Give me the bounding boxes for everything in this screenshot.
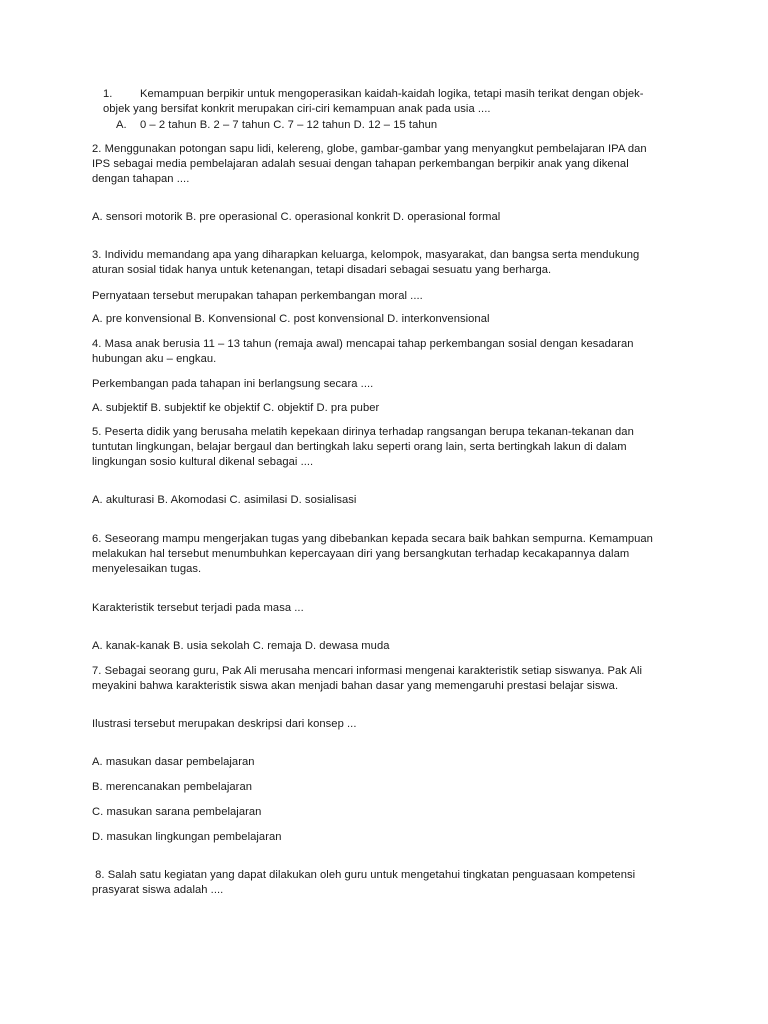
question-text: dengan tahapan ....: [92, 173, 190, 185]
question-text: 5. Peserta didik yang berusaha melatih kepekaan dirinya terhadap rangsangan berupa tekanan-tekanan dan: [92, 426, 634, 438]
question-text: 8. Salah satu kegiatan yang dapat dilakukan oleh guru untuk mengetahui tingkatan penguasaan kompetensi: [92, 869, 636, 881]
question-text: meyakini bahwa karakteristik siswa akan menjadi bahan dasar yang memengaruhi prestasi belajar siswa.: [92, 680, 619, 692]
question-text: prasyarat siswa adalah ....: [92, 884, 224, 896]
question-text: menyelesaikan tugas.: [92, 563, 202, 575]
answer-options: A. sensori motorik B. pre operasional C. operasional konkrit D. operasional formal: [92, 211, 501, 223]
answer-options: A. subjektif B. subjektif ke objektif C. objektif D. pra puber: [92, 402, 380, 414]
question-text: melakukan hal tersebut menumbuhkan kepercayaan diri yang bersangkutan terhadap kecakapannya dalam: [92, 548, 630, 560]
question-text: 3. Individu memandang apa yang diharapkan keluarga, kelompok, masyarakat, dan bangsa serta mendukung: [92, 249, 640, 261]
question-text: 6. Seseorang mampu mengerjakan tugas yang dibebankan kepada secara baik bahkan sempurna. Kemampuan: [92, 533, 653, 545]
question-number: 1.: [103, 88, 113, 100]
question-text: 2. Menggunakan potongan sapu lidi, kelereng, globe, gambar-gambar yang menyangkut pembelajaran IPA dan: [92, 143, 647, 155]
question-text: aturan sosial tidak hanya untuk ketenangan, tetapi disadari sebagai sesuatu yang berharga.: [92, 264, 552, 276]
question-text: tuntutan lingkungan, belajar bergaul dan bertingkah laku seperti orang lain, serta bertingkah lakun di dalam: [92, 441, 627, 453]
question-text: hubungan aku – engkau.: [92, 353, 217, 365]
answer-options: A. pre konvensional B. Konvensional C. post konvensional D. interkonvensional: [92, 313, 490, 325]
question-text: Kemampuan berpikir untuk mengoperasikan kaidah-kaidah logika, tetapi masih terikat dengan objek-: [140, 88, 644, 100]
question-text: 4. Masa anak berusia 11 – 13 tahun (remaja awal) mencapai tahap perkembangan sosial dengan kesadaran: [92, 338, 634, 350]
option-letter: A.: [116, 119, 127, 131]
answer-option-b: B. merencanakan pembelajaran: [92, 781, 252, 793]
answer-options: 0 – 2 tahun B. 2 – 7 tahun C. 7 – 12 tahun D. 12 – 15 tahun: [140, 119, 438, 131]
question-prompt: Pernyataan tersebut merupakan tahapan perkembangan moral ....: [92, 290, 423, 302]
answer-option-a: A. masukan dasar pembelajaran: [92, 756, 255, 768]
answer-options: A. kanak-kanak B. usia sekolah C. remaja D. dewasa muda: [92, 640, 390, 652]
answer-option-d: D. masukan lingkungan pembelajaran: [92, 831, 282, 843]
question-prompt: Ilustrasi tersebut merupakan deskripsi dari konsep ...: [92, 718, 357, 730]
question-text: IPS sebagai media pembelajaran adalah sesuai dengan tahapan perkembangan berpikir anak yang dikenal: [92, 158, 629, 170]
answer-option-c: C. masukan sarana pembelajaran: [92, 806, 262, 818]
question-text: objek yang bersifat konkrit merupakan ciri-ciri kemampuan anak pada usia ....: [103, 103, 491, 115]
question-prompt: Karakteristik tersebut terjadi pada masa ...: [92, 602, 304, 614]
question-text: lingkungan sosio kultural dikenal sebagai ....: [92, 456, 314, 468]
question-prompt: Perkembangan pada tahapan ini berlangsung secara ....: [92, 378, 374, 390]
answer-options: A. akulturasi B. Akomodasi C. asimilasi D. sosialisasi: [92, 494, 357, 506]
question-text: 7. Sebagai seorang guru, Pak Ali merusaha mencari informasi mengenai karakteristik setiap siswanya. Pak Ali: [92, 665, 643, 677]
